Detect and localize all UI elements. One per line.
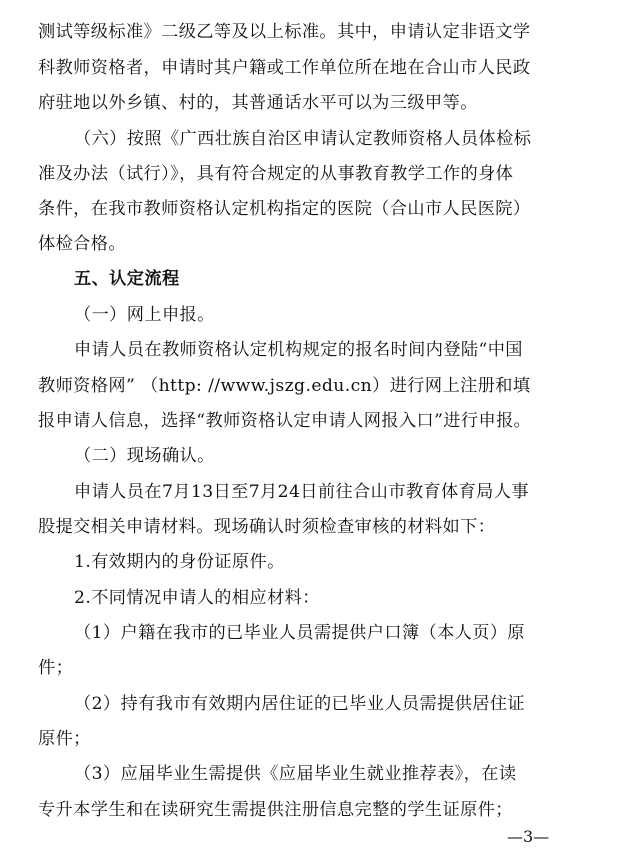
sub-list-item: （1）户籍在我市的已毕业人员需提供户口簿（本人页）原: [74, 623, 526, 643]
body-text-line: 专升本学生和在读研究生需提供注册信息完整的学生证原件；: [38, 800, 513, 820]
body-text-line: 件；: [38, 658, 74, 678]
list-item: 1.有效期内的身份证原件。: [74, 552, 285, 572]
body-text-line: 申请人员在7月13日至7月24日前往合山市教育体育局人事: [74, 482, 529, 502]
section-heading: 五、认定流程: [74, 269, 180, 289]
sub-list-item: （3）应届毕业生需提供《应届毕业生就业推荐表》，在读: [74, 764, 517, 784]
body-text-line: 科教师资格者，申请时其户籍或工作单位所在地在合山市人民政: [38, 58, 531, 78]
page-number: —3—: [507, 827, 550, 846]
paragraph-six-start: （六）按照《广西壮族自治区申请认定教师资格人员体检标: [74, 129, 532, 149]
list-item: 2.不同情况申请人的相应材料：: [74, 588, 320, 608]
body-text-line: 准及办法（试行）》，具有符合规定的从事教育教学工作的身体: [38, 164, 514, 184]
body-text-line: 报申请人信息，选择“教师资格认定申请人网报入口”进行申报。: [38, 411, 532, 431]
sub-list-item: （2）持有我市有效期内居住证的已毕业人员需提供居住证: [74, 694, 526, 714]
body-text-line: 体检合格。: [38, 234, 126, 254]
body-text-line: 条件，在我市教师资格认定机构指定的医院（合山市人民医院）: [38, 199, 531, 219]
body-text-line: 股提交相关申请材料。现场确认时须检查审核的材料如下：: [38, 517, 496, 537]
body-text-line: 原件；: [38, 729, 91, 749]
body-text-line: 测试等级标准》二级乙等及以上标准。其中，申请认定非语文学: [38, 22, 531, 42]
body-text-line: 府驻地以外乡镇、村的，其普通话水平可以为三级甲等。: [38, 93, 478, 113]
body-text-line: 申请人员在教师资格认定机构规定的报名时间内登陆“中国: [74, 340, 523, 360]
subsection-online: （一）网上申报。: [74, 305, 215, 325]
subsection-onsite: （二）现场确认。: [74, 446, 215, 466]
body-text-line: 教师资格网” （http: //www.jszg.edu.cn）进行网上注册和填: [38, 376, 531, 396]
